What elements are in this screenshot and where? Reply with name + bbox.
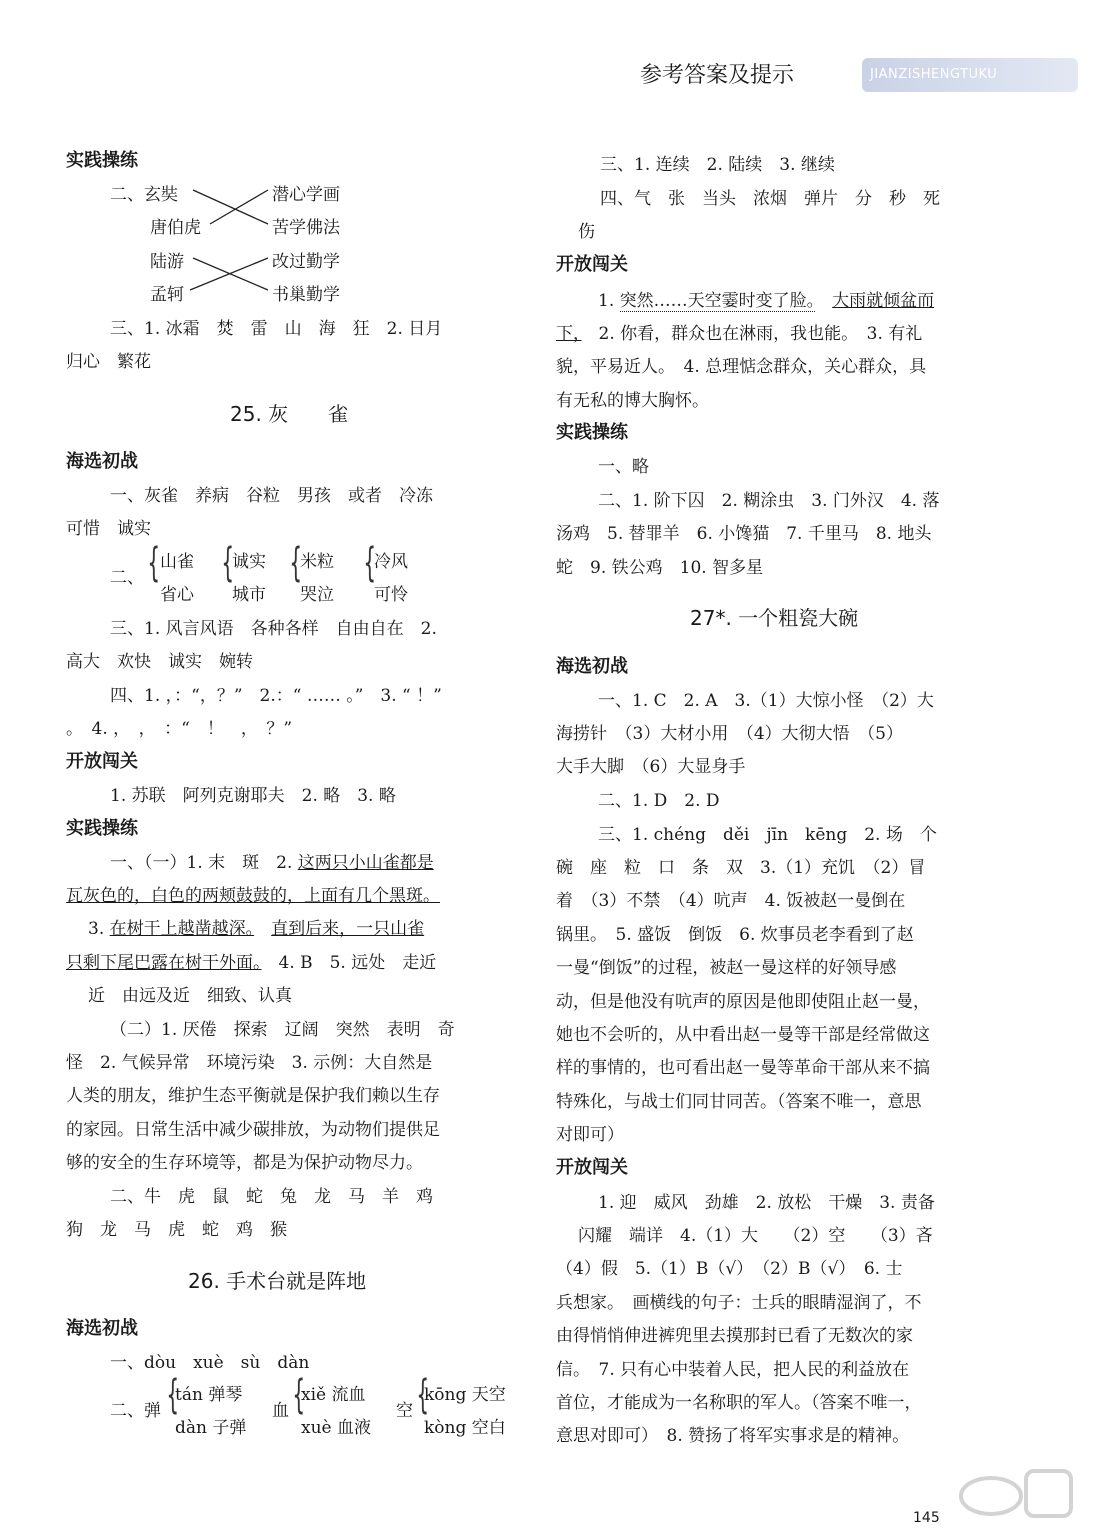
answer-line: 锅里。 5. 盛饭 倒饭 6. 炊事员老李看到了赵 — [556, 925, 914, 945]
answer-word: 米粒 — [300, 552, 334, 572]
answer-line: 碗 座 粒 口 条 双 3.（1）充饥 （2）冒 — [556, 858, 926, 878]
underlined-sentence: 瓦灰色的，白色的两颊鼓鼓的，上面有几个黑斑。 — [66, 886, 440, 906]
section-heading: 实践操练 — [66, 150, 138, 171]
section-heading: 实践操练 — [66, 818, 138, 839]
answer-line: 动，但是他没有吭声的原因是他即使阻止赵一曼， — [556, 992, 930, 1012]
section-heading: 海选初战 — [556, 656, 628, 677]
match-item: 苦学佛法 — [272, 218, 340, 238]
section-heading: 海选初战 — [66, 1318, 138, 1339]
answer-line: 近 由远及近 细致、认真 — [88, 986, 292, 1006]
answer-line: 蛇 9. 铁公鸡 10. 智多星 — [556, 558, 764, 578]
answer-text: 3. — [88, 919, 110, 939]
section-heading: 开放闯关 — [556, 254, 628, 275]
underlined-sentence: 下， — [556, 324, 582, 344]
watermark-logo-icon — [921, 1456, 1081, 1526]
answer-line: 兵想家。 画横线的句子：士兵的眼睛湿润了，不 — [556, 1293, 922, 1313]
brace-glyph: { — [363, 540, 377, 586]
answer-word: 空 — [396, 1401, 413, 1421]
underlined-sentence: 这两只小山雀都是 — [297, 853, 434, 873]
answer-line: 狗 龙 马 虎 蛇 鸡 猴 — [66, 1220, 287, 1240]
answer-line: 一、1. C 2. A 3.（1）大惊小怪 （2）大 — [598, 691, 934, 711]
answer-word: 哭泣 — [300, 585, 334, 605]
brace-glyph: { — [292, 1372, 306, 1418]
brace-glyph: { — [166, 1372, 180, 1418]
pinyin-word: kōng 天空 — [424, 1385, 506, 1405]
lesson-title: 25. 灰 雀 — [230, 402, 349, 426]
answer-line: 三、1. 冰霜 焚 雷 山 海 狂 2. 日月 — [110, 319, 443, 339]
match-item: 孟轲 — [150, 285, 184, 305]
answer-line: 二、牛 虎 鼠 蛇 兔 龙 马 羊 鸡 — [110, 1187, 433, 1207]
match-item: 书巢勤学 — [272, 285, 340, 305]
answer-word: 城市 — [232, 585, 266, 605]
answer-line: 三、1. 连续 2. 陆续 3. 继续 — [600, 155, 835, 175]
answer-line: 二、1. 阶下囚 2. 糊涂虫 3. 门外汉 4. 落 — [598, 491, 940, 511]
match-item: 二、玄奘 — [110, 185, 178, 205]
answer-line: 着 （3）不禁 （4）吭声 4. 饭被赵一曼倒在 — [556, 891, 906, 911]
answer-line: 汤鸡 5. 替罪羊 6. 小馋猫 7. 千里马 8. 地头 — [556, 524, 932, 544]
answer-line: 三、1. chéng děi jīn kēng 2. 场 个 — [598, 825, 937, 845]
answer-line: 样的事情的，也可看出赵一曼等革命干部从来不搞 — [556, 1058, 930, 1078]
answer-word: 山雀 — [160, 552, 194, 572]
answer-line: 一曼“倒饭”的过程，被赵一曼这样的好领导感 — [556, 958, 897, 978]
pinyin-word: tán 弹琴 — [175, 1385, 243, 1405]
section-heading: 实践操练 — [556, 422, 628, 443]
answer-word: 诚实 — [232, 552, 266, 572]
answer-line: 。 4. ， ， ：“ ！ ， ？” — [66, 719, 293, 739]
answer-line: 1. 迎 威风 劲雄 2. 放松 干燥 3. 责备 — [598, 1193, 935, 1213]
answer-line: 闪耀 端详 4.（1）大 （2）空 （3）吝 — [578, 1226, 933, 1246]
answer-line: 意思对即可） 8. 赞扬了将军实事求是的精神。 — [556, 1426, 910, 1446]
answer-text: 2. 你看，群众也在淋雨，我也能。 3. 有礼 — [598, 324, 923, 344]
answer-line: 她也不会听的，从中看出赵一曼等干部是经常做这 — [556, 1025, 930, 1045]
brace-glyph: { — [221, 540, 235, 586]
match-item: 改过勤学 — [272, 252, 340, 272]
pinyin-word: kòng 空白 — [424, 1418, 506, 1438]
pinyin-word: xiě 流血 — [301, 1385, 366, 1405]
answer-line: 海捞针 （3）大材小用 （4）大彻大悟 （5） — [556, 724, 903, 744]
answer-line: 三、1. 风言风语 各种各样 自由自在 2. — [110, 619, 437, 639]
section-heading: 海选初战 — [66, 451, 138, 472]
answer-line: 二、弹 — [110, 1401, 161, 1421]
underlined-sentence: 直到后来，一只山雀 — [271, 919, 425, 939]
pinyin-word: dàn 子弹 — [175, 1418, 247, 1438]
answer-line: 有无私的博大胸怀。 — [556, 391, 709, 411]
answer-line: 貌，平易近人。 4. 总理惦念群众，关心群众，具 — [556, 357, 927, 377]
answer-line: （二）1. 厌倦 探索 辽阔 突然 表明 奇 — [110, 1020, 455, 1040]
underlined-sentence: 大雨就倾盆而 — [832, 291, 935, 311]
match-item: 潜心学画 — [272, 185, 340, 205]
answer-word: 省心 — [160, 585, 194, 605]
answer-line: 可惜 诚实 — [66, 519, 151, 539]
answer-line: 归心 繁花 — [66, 352, 151, 372]
answer-line: 信。 7. 只有心中装着人民，把人民的利益放在 — [556, 1360, 910, 1380]
answer-line — [88, 914, 424, 939]
answer-line: 一、灰雀 养病 谷粒 男孩 或者 冷冻 — [110, 486, 433, 506]
answer-line: 够的安全的生存环境等，都是为保护动物尽力。 — [66, 1153, 423, 1173]
answer-line: 伤 — [578, 222, 595, 242]
brace-glyph: { — [289, 540, 303, 586]
answer-line: 一、dòu xuè sù dàn — [110, 1353, 310, 1373]
answer-line: 的家园。日常生活中减少碳排放，为动物们提供足 — [66, 1120, 440, 1140]
answer-text: 一、（一）1. 末 斑 2. — [110, 853, 298, 873]
answer-line: 由得悄悄伸进裤兜里去摸那封已看了无数次的家 — [556, 1326, 913, 1346]
answer-text: 4. B 5. 远处 走近 — [278, 953, 437, 973]
answer-line — [598, 286, 934, 311]
answer-line — [556, 319, 922, 344]
answer-text: 1. — [598, 291, 620, 311]
answer-line: 二、 — [110, 568, 144, 588]
pinyin-word: xuè 血液 — [301, 1418, 372, 1438]
page-number: 145 — [913, 1510, 940, 1526]
answer-line: 对即可） — [556, 1125, 624, 1145]
answer-line: 高大 欢快 诚实 婉转 — [66, 652, 253, 672]
answer-line: 四、1. ，：“，？” 2.：“ …… 。” 3. “ ！” — [110, 686, 442, 706]
brace-glyph: { — [416, 1372, 430, 1418]
answer-word: 冷风 — [374, 552, 408, 572]
answer-line: 首位，才能成为一名称职的军人。（答案不唯一， — [556, 1393, 922, 1413]
answer-line: 一、略 — [598, 457, 649, 477]
answer-word: 血 — [272, 1401, 289, 1421]
answer-line — [110, 848, 434, 873]
answer-line: （4）假 5.（1）B（√） （2）B（√） 6. 士 — [556, 1259, 903, 1279]
match-item: 陆游 — [150, 252, 184, 272]
header-tag: JIANZISHENGTUKU — [862, 58, 1078, 92]
answer-line: 人类的朋友，维护生态平衡就是保护我们赖以生存 — [66, 1086, 440, 1106]
answer-line: 四、气 张 当头 浓烟 弹片 分 秒 死 — [600, 189, 940, 209]
answer-line: 特殊化，与战士们同甘同苦。（答案不唯一，意思 — [556, 1092, 922, 1112]
page-header-title: 参考答案及提示 — [640, 63, 795, 88]
lesson-title: 26. 手术台就是阵地 — [188, 1269, 367, 1293]
answer-line — [66, 948, 436, 973]
answer-line: 怪 2. 气候异常 环境污染 3. 示例：大自然是 — [66, 1053, 433, 1073]
answer-line: 1. 苏联 阿列克谢耶夫 2. 略 3. 略 — [110, 786, 396, 806]
dotted-underline-sentence: 突然……天空霎时变了脸。 — [619, 291, 816, 311]
answer-word: 可怜 — [374, 585, 408, 605]
section-heading: 开放闯关 — [556, 1157, 628, 1178]
answer-line: 二、1. D 2. D — [598, 791, 720, 811]
section-heading: 开放闯关 — [66, 751, 138, 772]
underlined-sentence: 在树干上越凿越深。 — [109, 919, 255, 939]
match-item: 唐伯虎 — [150, 218, 201, 238]
underlined-sentence: 只剩下尾巴露在树干外面。 — [66, 953, 262, 973]
answer-line: 大手大脚 （6）大显身手 — [556, 757, 746, 777]
lesson-title: 27*. 一个粗瓷大碗 — [690, 606, 859, 630]
brace-glyph: { — [147, 540, 161, 586]
